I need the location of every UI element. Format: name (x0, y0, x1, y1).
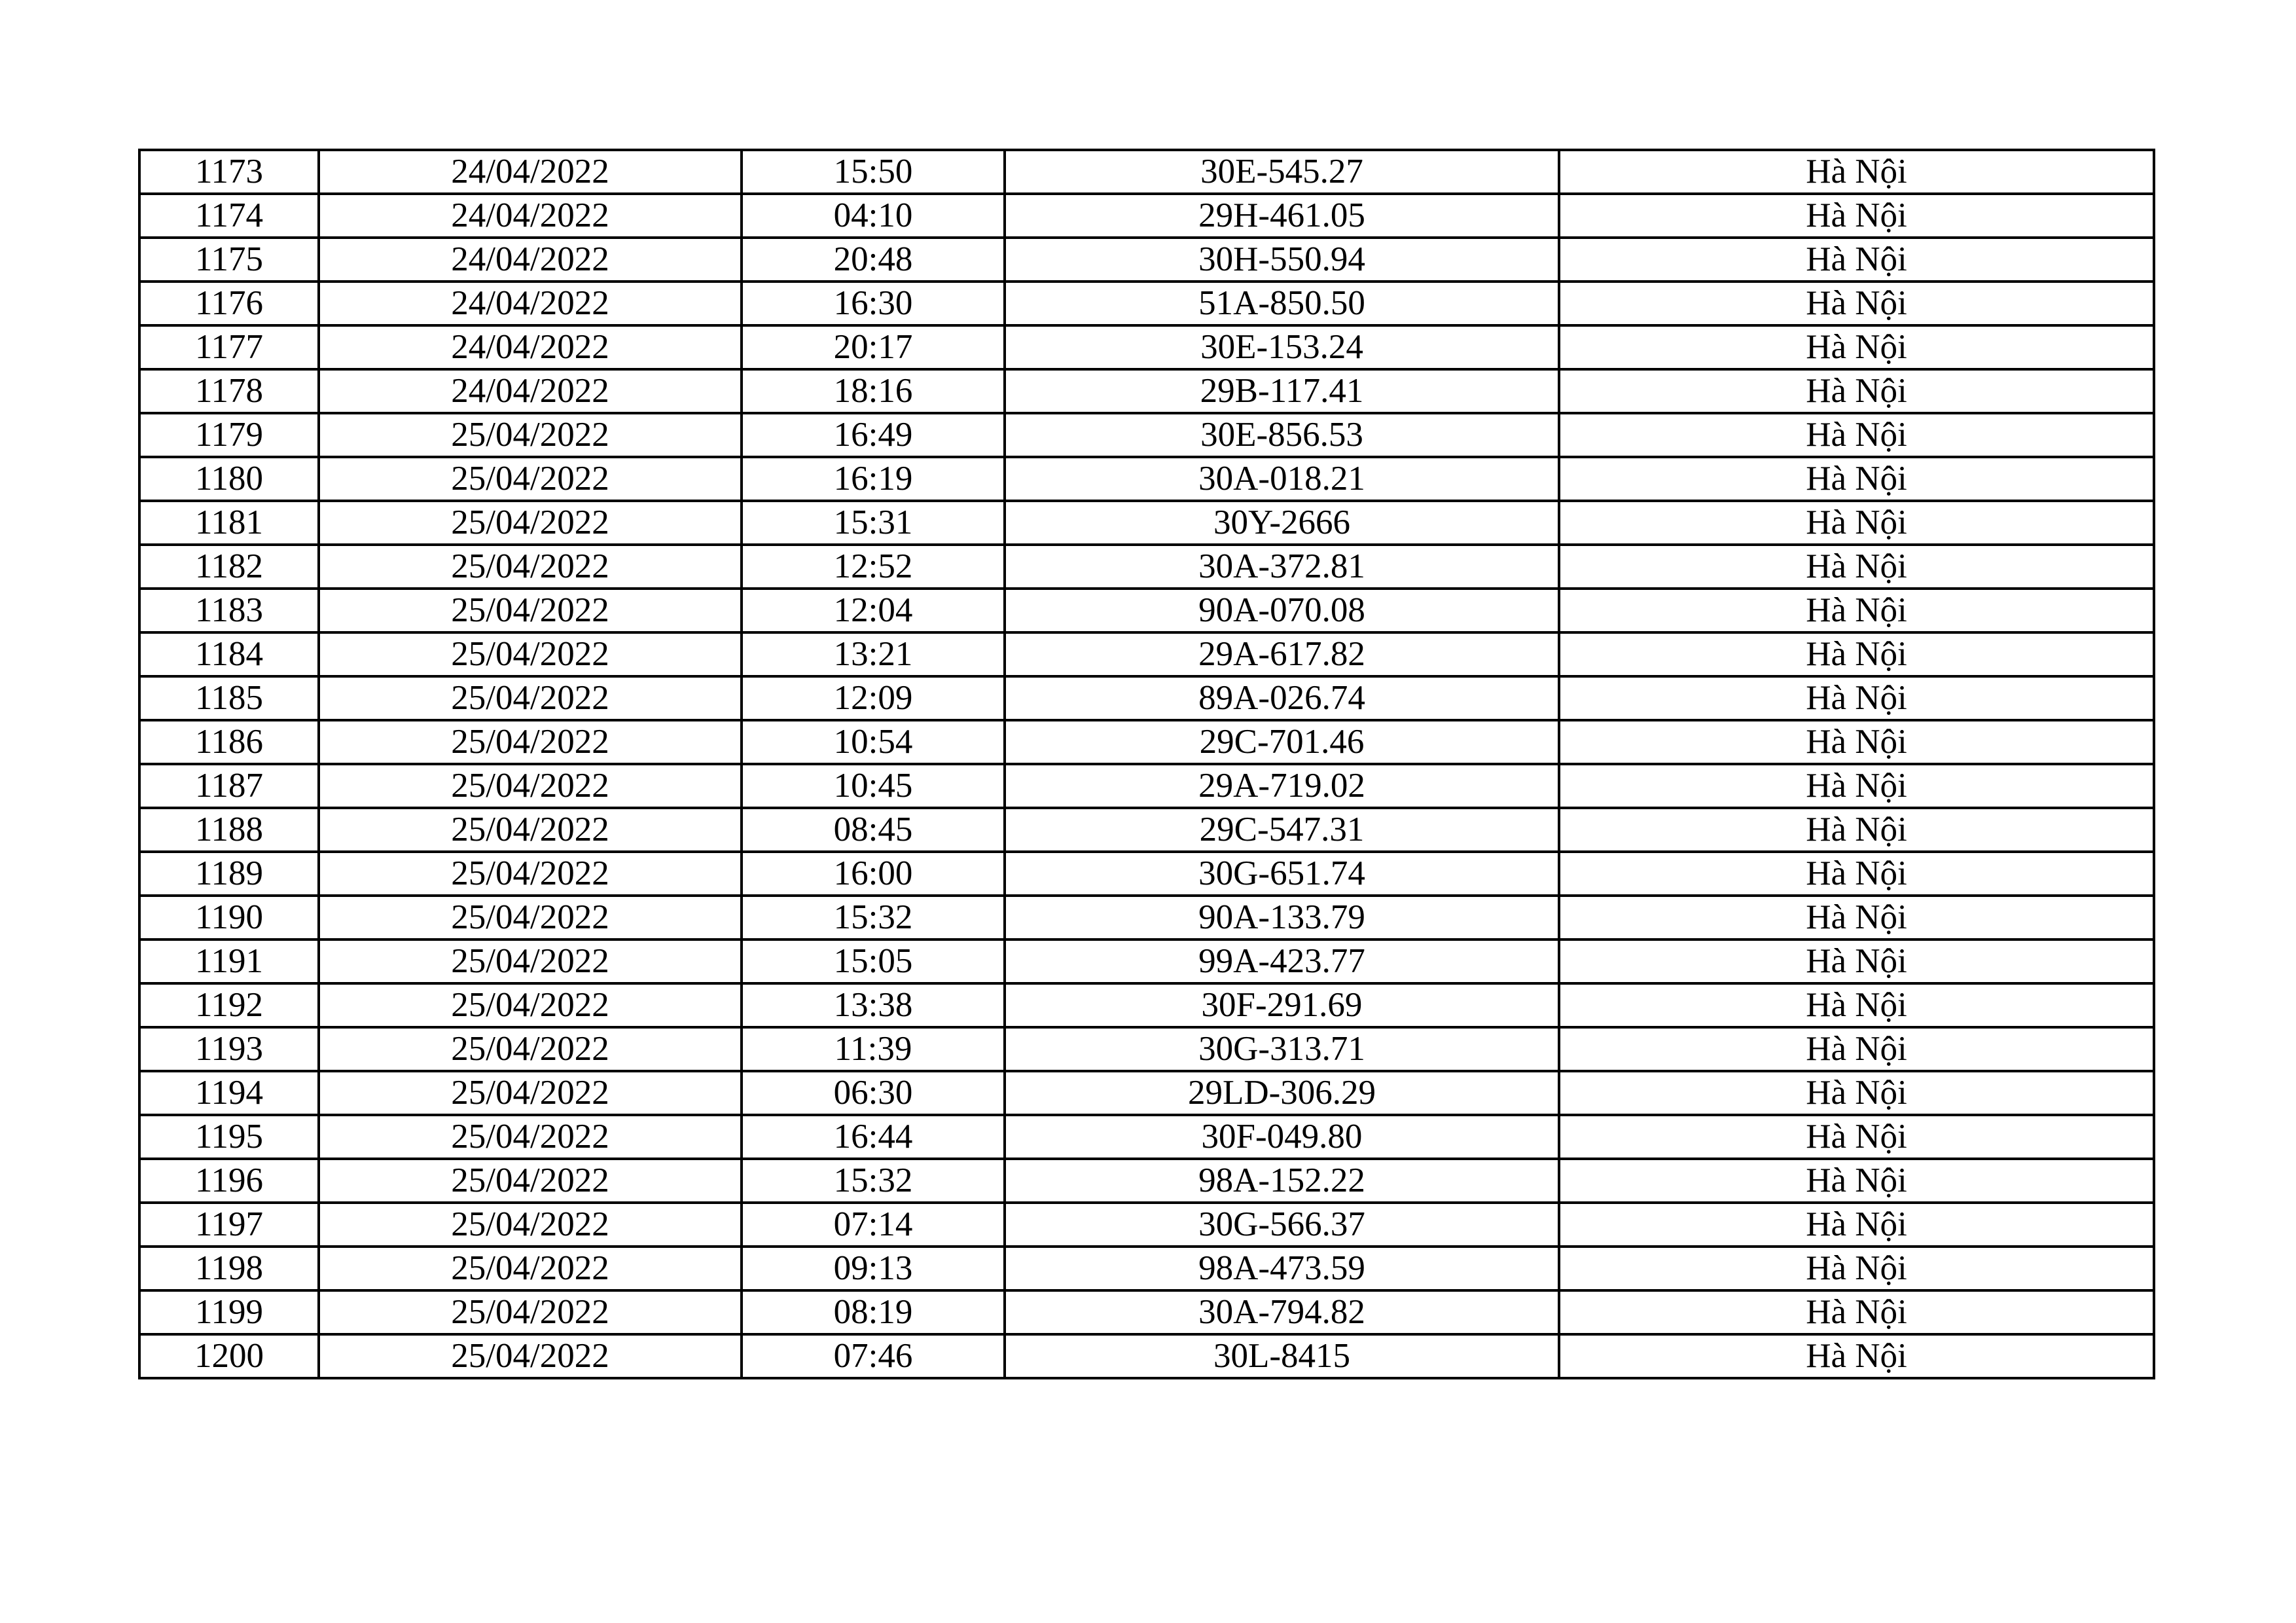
plate-number-cell: 30A-794.82 (1005, 1290, 1559, 1334)
time-cell: 10:54 (742, 720, 1005, 764)
row-number-cell: 1199 (139, 1290, 319, 1334)
date-cell: 25/04/2022 (319, 764, 742, 808)
time-cell: 08:45 (742, 808, 1005, 852)
plate-number-cell: 30F-291.69 (1005, 983, 1559, 1027)
row-number-cell: 1189 (139, 852, 319, 896)
plate-number-cell: 98A-152.22 (1005, 1159, 1559, 1203)
time-cell: 06:30 (742, 1071, 1005, 1115)
date-cell: 24/04/2022 (319, 325, 742, 369)
location-cell: Hà Nội (1559, 896, 2154, 939)
row-number-cell: 1181 (139, 501, 319, 545)
table-row (139, 1203, 2154, 1247)
location-cell: Hà Nội (1559, 676, 2154, 720)
table-row (139, 501, 2154, 545)
table-row (139, 589, 2154, 632)
plate-number-cell: 51A-850.50 (1005, 282, 1559, 325)
location-cell: Hà Nội (1559, 413, 2154, 457)
plate-number-cell: 30A-018.21 (1005, 457, 1559, 501)
date-cell: 25/04/2022 (319, 939, 742, 983)
location-cell: Hà Nội (1559, 1115, 2154, 1159)
location-cell: Hà Nội (1559, 1247, 2154, 1290)
table-row (139, 325, 2154, 369)
date-cell: 24/04/2022 (319, 194, 742, 238)
location-cell: Hà Nội (1559, 808, 2154, 852)
plate-number-cell: 30G-313.71 (1005, 1027, 1559, 1071)
table-row (139, 720, 2154, 764)
location-cell: Hà Nội (1559, 457, 2154, 501)
row-number-cell: 1197 (139, 1203, 319, 1247)
time-cell: 16:30 (742, 282, 1005, 325)
row-number-cell: 1191 (139, 939, 319, 983)
row-number-cell: 1180 (139, 457, 319, 501)
row-number-cell: 1178 (139, 369, 319, 413)
plate-number-cell: 90A-133.79 (1005, 896, 1559, 939)
plate-number-cell: 90A-070.08 (1005, 589, 1559, 632)
time-cell: 16:19 (742, 457, 1005, 501)
plate-number-cell: 30E-153.24 (1005, 325, 1559, 369)
date-cell: 25/04/2022 (319, 983, 742, 1027)
date-cell: 25/04/2022 (319, 1247, 742, 1290)
location-cell: Hà Nội (1559, 501, 2154, 545)
plate-number-cell: 89A-026.74 (1005, 676, 1559, 720)
time-cell: 15:05 (742, 939, 1005, 983)
row-number-cell: 1195 (139, 1115, 319, 1159)
time-cell: 07:46 (742, 1334, 1005, 1378)
table-row (139, 852, 2154, 896)
time-cell: 18:16 (742, 369, 1005, 413)
row-number-cell: 1173 (139, 150, 319, 194)
location-cell: Hà Nội (1559, 238, 2154, 282)
location-cell: Hà Nội (1559, 720, 2154, 764)
row-number-cell: 1184 (139, 632, 319, 676)
table-body (139, 150, 2154, 1378)
location-cell: Hà Nội (1559, 632, 2154, 676)
location-cell: Hà Nội (1559, 983, 2154, 1027)
row-number-cell: 1187 (139, 764, 319, 808)
time-cell: 15:32 (742, 896, 1005, 939)
date-cell: 25/04/2022 (319, 589, 742, 632)
date-cell: 25/04/2022 (319, 632, 742, 676)
location-cell: Hà Nội (1559, 1334, 2154, 1378)
time-cell: 04:10 (742, 194, 1005, 238)
plate-number-cell: 30A-372.81 (1005, 545, 1559, 589)
date-cell: 25/04/2022 (319, 676, 742, 720)
location-cell: Hà Nội (1559, 852, 2154, 896)
table-row (139, 1027, 2154, 1071)
time-cell: 09:13 (742, 1247, 1005, 1290)
table-row (139, 983, 2154, 1027)
location-cell: Hà Nội (1559, 325, 2154, 369)
row-number-cell: 1190 (139, 896, 319, 939)
plate-number-cell: 29B-117.41 (1005, 369, 1559, 413)
date-cell: 25/04/2022 (319, 852, 742, 896)
location-cell: Hà Nội (1559, 1027, 2154, 1071)
plate-number-cell: 30G-566.37 (1005, 1203, 1559, 1247)
location-cell: Hà Nội (1559, 369, 2154, 413)
plate-number-cell: 29A-617.82 (1005, 632, 1559, 676)
time-cell: 11:39 (742, 1027, 1005, 1071)
location-cell: Hà Nội (1559, 282, 2154, 325)
time-cell: 13:21 (742, 632, 1005, 676)
location-cell: Hà Nội (1559, 1203, 2154, 1247)
row-number-cell: 1188 (139, 808, 319, 852)
plate-number-cell: 30F-049.80 (1005, 1115, 1559, 1159)
row-number-cell: 1182 (139, 545, 319, 589)
date-cell: 25/04/2022 (319, 1203, 742, 1247)
date-cell: 25/04/2022 (319, 896, 742, 939)
time-cell: 15:31 (742, 501, 1005, 545)
table-row (139, 764, 2154, 808)
time-cell: 15:50 (742, 150, 1005, 194)
row-number-cell: 1174 (139, 194, 319, 238)
table-row (139, 457, 2154, 501)
table-row (139, 194, 2154, 238)
time-cell: 07:14 (742, 1203, 1005, 1247)
plate-number-cell: 29C-547.31 (1005, 808, 1559, 852)
table-row (139, 939, 2154, 983)
time-cell: 16:44 (742, 1115, 1005, 1159)
table-row (139, 1071, 2154, 1115)
time-cell: 20:48 (742, 238, 1005, 282)
location-cell: Hà Nội (1559, 1290, 2154, 1334)
row-number-cell: 1179 (139, 413, 319, 457)
plate-number-cell: 29C-701.46 (1005, 720, 1559, 764)
location-cell: Hà Nội (1559, 939, 2154, 983)
table-row (139, 808, 2154, 852)
plate-number-cell: 29H-461.05 (1005, 194, 1559, 238)
date-cell: 25/04/2022 (319, 1334, 742, 1378)
date-cell: 24/04/2022 (319, 150, 742, 194)
date-cell: 25/04/2022 (319, 1071, 742, 1115)
date-cell: 25/04/2022 (319, 501, 742, 545)
time-cell: 12:52 (742, 545, 1005, 589)
table-row (139, 238, 2154, 282)
location-cell: Hà Nội (1559, 150, 2154, 194)
row-number-cell: 1175 (139, 238, 319, 282)
table-row (139, 632, 2154, 676)
time-cell: 08:19 (742, 1290, 1005, 1334)
location-cell: Hà Nội (1559, 1071, 2154, 1115)
plate-number-cell: 30H-550.94 (1005, 238, 1559, 282)
time-cell: 16:49 (742, 413, 1005, 457)
table-row (139, 150, 2154, 194)
location-cell: Hà Nội (1559, 589, 2154, 632)
row-number-cell: 1198 (139, 1247, 319, 1290)
table-row (139, 1334, 2154, 1378)
plate-number-cell: 29A-719.02 (1005, 764, 1559, 808)
plate-number-cell: 30L-8415 (1005, 1334, 1559, 1378)
time-cell: 10:45 (742, 764, 1005, 808)
plate-number-cell: 30Y-2666 (1005, 501, 1559, 545)
plate-number-cell: 99A-423.77 (1005, 939, 1559, 983)
table-row (139, 676, 2154, 720)
row-number-cell: 1194 (139, 1071, 319, 1115)
violation-table (138, 149, 2155, 1379)
date-cell: 25/04/2022 (319, 808, 742, 852)
plate-number-cell: 30E-856.53 (1005, 413, 1559, 457)
time-cell: 13:38 (742, 983, 1005, 1027)
table-row (139, 1247, 2154, 1290)
row-number-cell: 1186 (139, 720, 319, 764)
table-row (139, 896, 2154, 939)
date-cell: 24/04/2022 (319, 282, 742, 325)
table-row (139, 1290, 2154, 1334)
date-cell: 24/04/2022 (319, 238, 742, 282)
date-cell: 24/04/2022 (319, 369, 742, 413)
row-number-cell: 1196 (139, 1159, 319, 1203)
date-cell: 25/04/2022 (319, 1159, 742, 1203)
date-cell: 25/04/2022 (319, 720, 742, 764)
row-number-cell: 1192 (139, 983, 319, 1027)
time-cell: 15:32 (742, 1159, 1005, 1203)
plate-number-cell: 29LD-306.29 (1005, 1071, 1559, 1115)
time-cell: 12:04 (742, 589, 1005, 632)
plate-number-cell: 30G-651.74 (1005, 852, 1559, 896)
location-cell: Hà Nội (1559, 194, 2154, 238)
date-cell: 25/04/2022 (319, 457, 742, 501)
plate-number-cell: 30E-545.27 (1005, 150, 1559, 194)
date-cell: 25/04/2022 (319, 413, 742, 457)
row-number-cell: 1176 (139, 282, 319, 325)
table-row (139, 1159, 2154, 1203)
time-cell: 20:17 (742, 325, 1005, 369)
time-cell: 16:00 (742, 852, 1005, 896)
time-cell: 12:09 (742, 676, 1005, 720)
date-cell: 25/04/2022 (319, 545, 742, 589)
location-cell: Hà Nội (1559, 545, 2154, 589)
plate-number-cell: 98A-473.59 (1005, 1247, 1559, 1290)
table-row (139, 545, 2154, 589)
table-row (139, 369, 2154, 413)
table-row (139, 413, 2154, 457)
row-number-cell: 1177 (139, 325, 319, 369)
row-number-cell: 1193 (139, 1027, 319, 1071)
row-number-cell: 1185 (139, 676, 319, 720)
table-row (139, 282, 2154, 325)
location-cell: Hà Nội (1559, 764, 2154, 808)
date-cell: 25/04/2022 (319, 1115, 742, 1159)
table-row (139, 1115, 2154, 1159)
row-number-cell: 1183 (139, 589, 319, 632)
row-number-cell: 1200 (139, 1334, 319, 1378)
location-cell: Hà Nội (1559, 1159, 2154, 1203)
date-cell: 25/04/2022 (319, 1027, 742, 1071)
date-cell: 25/04/2022 (319, 1290, 742, 1334)
